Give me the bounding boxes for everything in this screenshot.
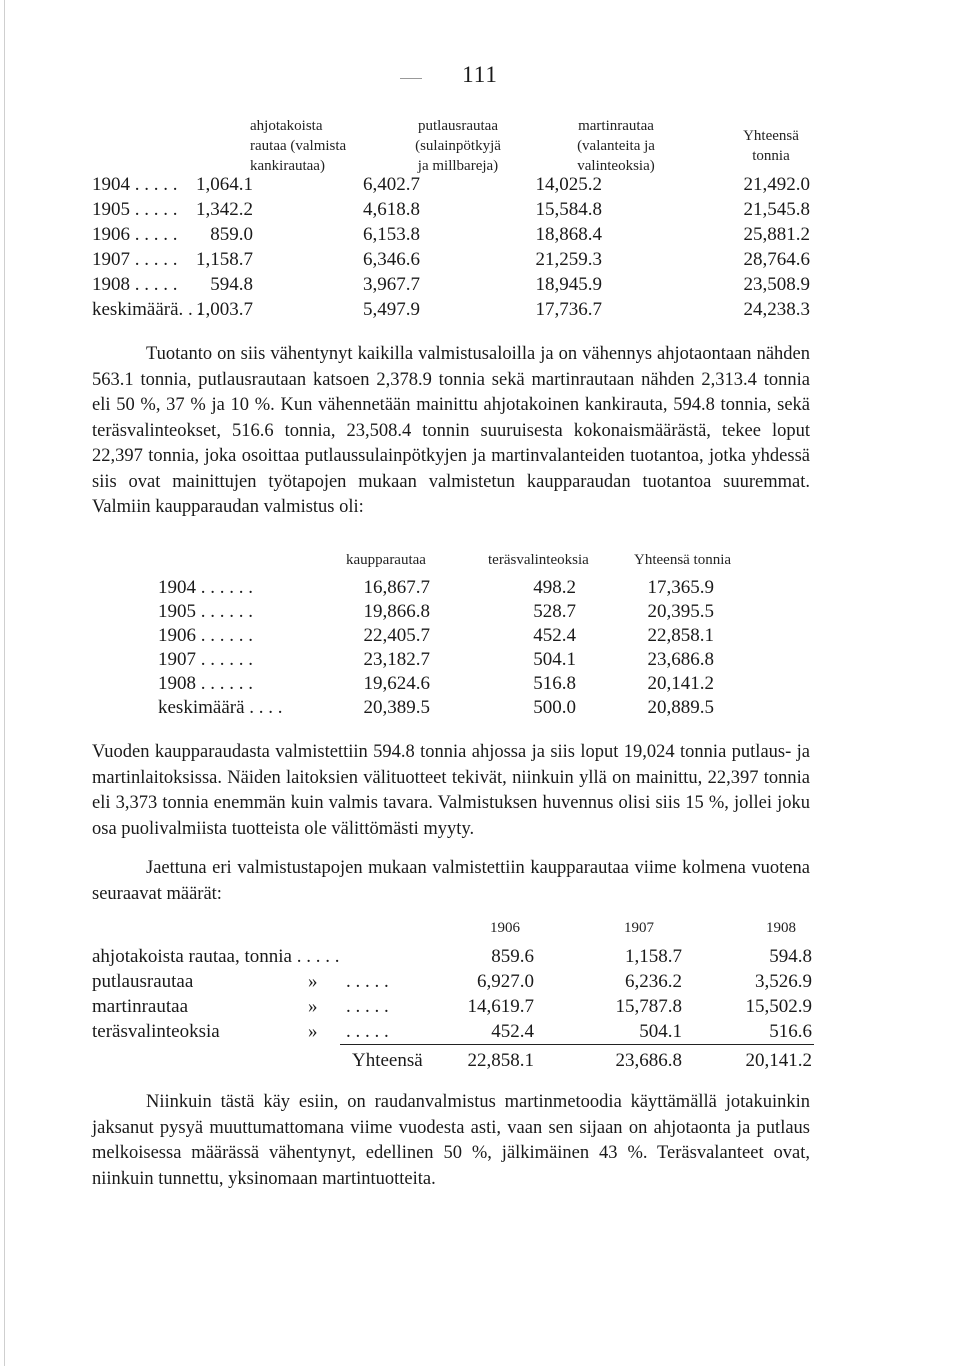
table-cell: 528.7 [533,601,576,622]
header-total: Yhteensä tonnia [743,128,799,164]
table-cell: 20,889.5 [647,697,714,718]
table-cell: 500.0 [533,697,576,718]
year-header: 1907 [624,920,654,936]
table-cell: 6,402.7 [363,174,420,195]
leader-dots: . . . . . [346,996,389,1017]
table-cell: 18,945.9 [535,274,602,295]
table-cell: 23,508.9 [743,274,810,295]
table-cell: 498.2 [533,577,576,598]
total-label: Yhteensä [352,1050,423,1071]
year-header: 1908 [766,920,796,936]
ditto-mark: » [308,996,318,1017]
table-cell: 594.8 [769,946,812,967]
year-header: 1906 [490,920,520,936]
leader-dots: . . . . . [346,1021,389,1042]
leader-dots: . . . . . [346,971,389,992]
table-cell: 16,867.7 [363,577,430,598]
sum-rule [340,1044,814,1045]
paragraph: Jaettuna eri valmistustapojen mukaan valmistettiin kaupparautaa viime kolmena vuotena seuraavat määrät: [92,858,810,904]
table-cell: 22,858.1 [647,625,714,646]
table-cell: 1,158.7 [625,946,682,967]
table-cell: 594.8 [210,274,253,295]
left-scan-edge [4,0,5,1366]
table-cell: 20,389.5 [363,697,430,718]
table-cell: 20,395.5 [647,601,714,622]
table-cell: 22,405.7 [363,625,430,646]
table-cell: 28,764.6 [743,249,810,270]
table-cell: 23,686.8 [647,649,714,670]
page-number: 111 [462,62,498,87]
header-yhteensa: Yhteensä tonnia [634,552,732,568]
table-row-label: keskimäärä . . . . [158,697,283,718]
table-row-label: 1907 . . . . . [92,249,178,270]
table-cell: 516.6 [769,1021,812,1042]
table-cell: 15,787.8 [615,996,682,1017]
table-cell: 14,025.2 [535,174,602,195]
table-row-label: keskimäärä. . . [92,299,203,320]
table-cell: 24,238.3 [743,299,810,320]
table-row-label: 1908 . . . . . [92,274,178,295]
table-cell: 6,346.6 [363,249,420,270]
table-row-label: 1906 . . . . . [92,224,178,245]
table-row-label: teräsvalinteoksia [92,1021,220,1042]
header-martin: martinrautaa (valanteita ja valinteoksia) [577,118,655,174]
paragraph: Niinkuin tästä käy esiin, on raudanvalmistus martinmetoodia käyttämällä jotakuinkin jaksanut pysyä muuttumattomana viime vuodesta asti, vaan sen sijaan on ahjotaonta ja putlaus melkoisessa määrässä vähentynyt, edellinen 50 %, jälkimäinen 43 %. Teräsvalanteet ovat, niinkuin tunnettu, yksinomaan martintuotteita. [92,1092,810,1189]
header-ahjo: ahjotakoista rautaa (valmista kankirautaa) [250,118,347,174]
ditto-mark: » [308,1021,318,1042]
table-cell: 17,736.7 [535,299,602,320]
table-cell: 6,153.8 [363,224,420,245]
table-cell: 21,492.0 [743,174,810,195]
table-cell: 859.0 [210,224,253,245]
header-kaupparautaa: kaupparautaa [346,552,426,568]
table-row-label: 1907 . . . . . . [158,649,253,670]
table-cell: 1,064.1 [196,174,253,195]
paragraph: Tuotanto on siis vähentynyt kaikilla valmistusaloilla ja on vähennys ahjotaontaan nähden 563.1 tonnia, putlausrautaan katsoen 2,378.9 tonnia sekä martinrautaan nähden 2,313.4 tonnia eli 50 %, 37 % ja 10 %. Kun vähennetään mainittu ahjotakoinen kankirauta, 594.8 tonnia, sekä teräsvalinteokset, 516.6 tonnia, 23,508.4 tonnin suuruisesta kokonaismäärästä, tekee loput 22,397 tonnia, joka osoittaa putlaussulainpötkyjen ja martinvalanteiden tuotantoa, jotka yhdessä siis ovat mainittujen työtapojen mukaan valmistetun kaupparaudan tuotantoa suuremmat. Valmiin kaupparaudan valmistus oli: [92,344,810,517]
table-cell: 18,868.4 [535,224,602,245]
table-row-label: 1908 . . . . . . [158,673,253,694]
table-row-label: martinrautaa [92,996,189,1017]
table-cell: 23,686.8 [615,1050,682,1071]
table-cell: 21,259.3 [535,249,602,270]
paragraph: Vuoden kaupparaudasta valmistettiin 594.8 tonnia ahjossa ja siis loput 19,024 tonnia putlaus- ja martinlaitoksissa. Näiden laitoksien välituotteet tekivät, niinkuin yllä on mainittu, 22,397 tonnia eli 3,373 tonnia enemmän kuin valmis tavara. Valmistuksen huvennus olisi siis 15 %, jollei joku osa puolivalmiista tuotteista ole välittömästi myyty. [92,742,810,839]
table-cell: 5,497.9 [363,299,420,320]
table-row-label: 1906 . . . . . . [158,625,253,646]
table-cell: 19,624.6 [363,673,430,694]
table-cell: 21,545.8 [743,199,810,220]
header-putlaus: putlausrautaa (sulainpötkyjä ja millbareja) [415,118,501,174]
table-cell: 25,881.2 [743,224,810,245]
table-cell: 504.1 [639,1021,682,1042]
table-cell: 3,526.9 [755,971,812,992]
table-cell: 6,927.0 [477,971,534,992]
table-cell: 1,158.7 [196,249,253,270]
table-cell: 19,866.8 [363,601,430,622]
table-cell: 20,141.2 [647,673,714,694]
table-row-label: 1905 . . . . . . [158,601,253,622]
table-cell: 20,141.2 [745,1050,812,1071]
table-cell: 15,584.8 [535,199,602,220]
table-cell: 859.6 [491,946,534,967]
table-row-label: putlausrautaa [92,971,194,992]
table-cell: 3,967.7 [363,274,420,295]
table-cell: 1,342.2 [196,199,253,220]
table-cell: 22,858.1 [467,1050,534,1071]
table-cell: 4,618.8 [363,199,420,220]
table-cell: 6,236.2 [625,971,682,992]
table-cell: 452.4 [491,1021,534,1042]
table-cell: 17,365.9 [647,577,714,598]
header-terasvalinteoksia: teräsvalinteoksia [488,552,589,568]
table-cell: 452.4 [533,625,576,646]
ditto-mark: » [308,971,318,992]
table-cell: 504.1 [533,649,576,670]
table-row-label: 1905 . . . . . [92,199,178,220]
table-cell: 15,502.9 [745,996,812,1017]
table-cell: 23,182.7 [363,649,430,670]
table-row-label: 1904 . . . . . . [158,577,253,598]
table-row-label: ahjotakoista rautaa, tonnia . . . . . [92,946,340,967]
table-cell: 1,003.7 [196,299,253,320]
table-cell: 516.8 [533,673,576,694]
table-row-label: 1904 . . . . . [92,174,178,195]
table-cell: 14,619.7 [467,996,534,1017]
